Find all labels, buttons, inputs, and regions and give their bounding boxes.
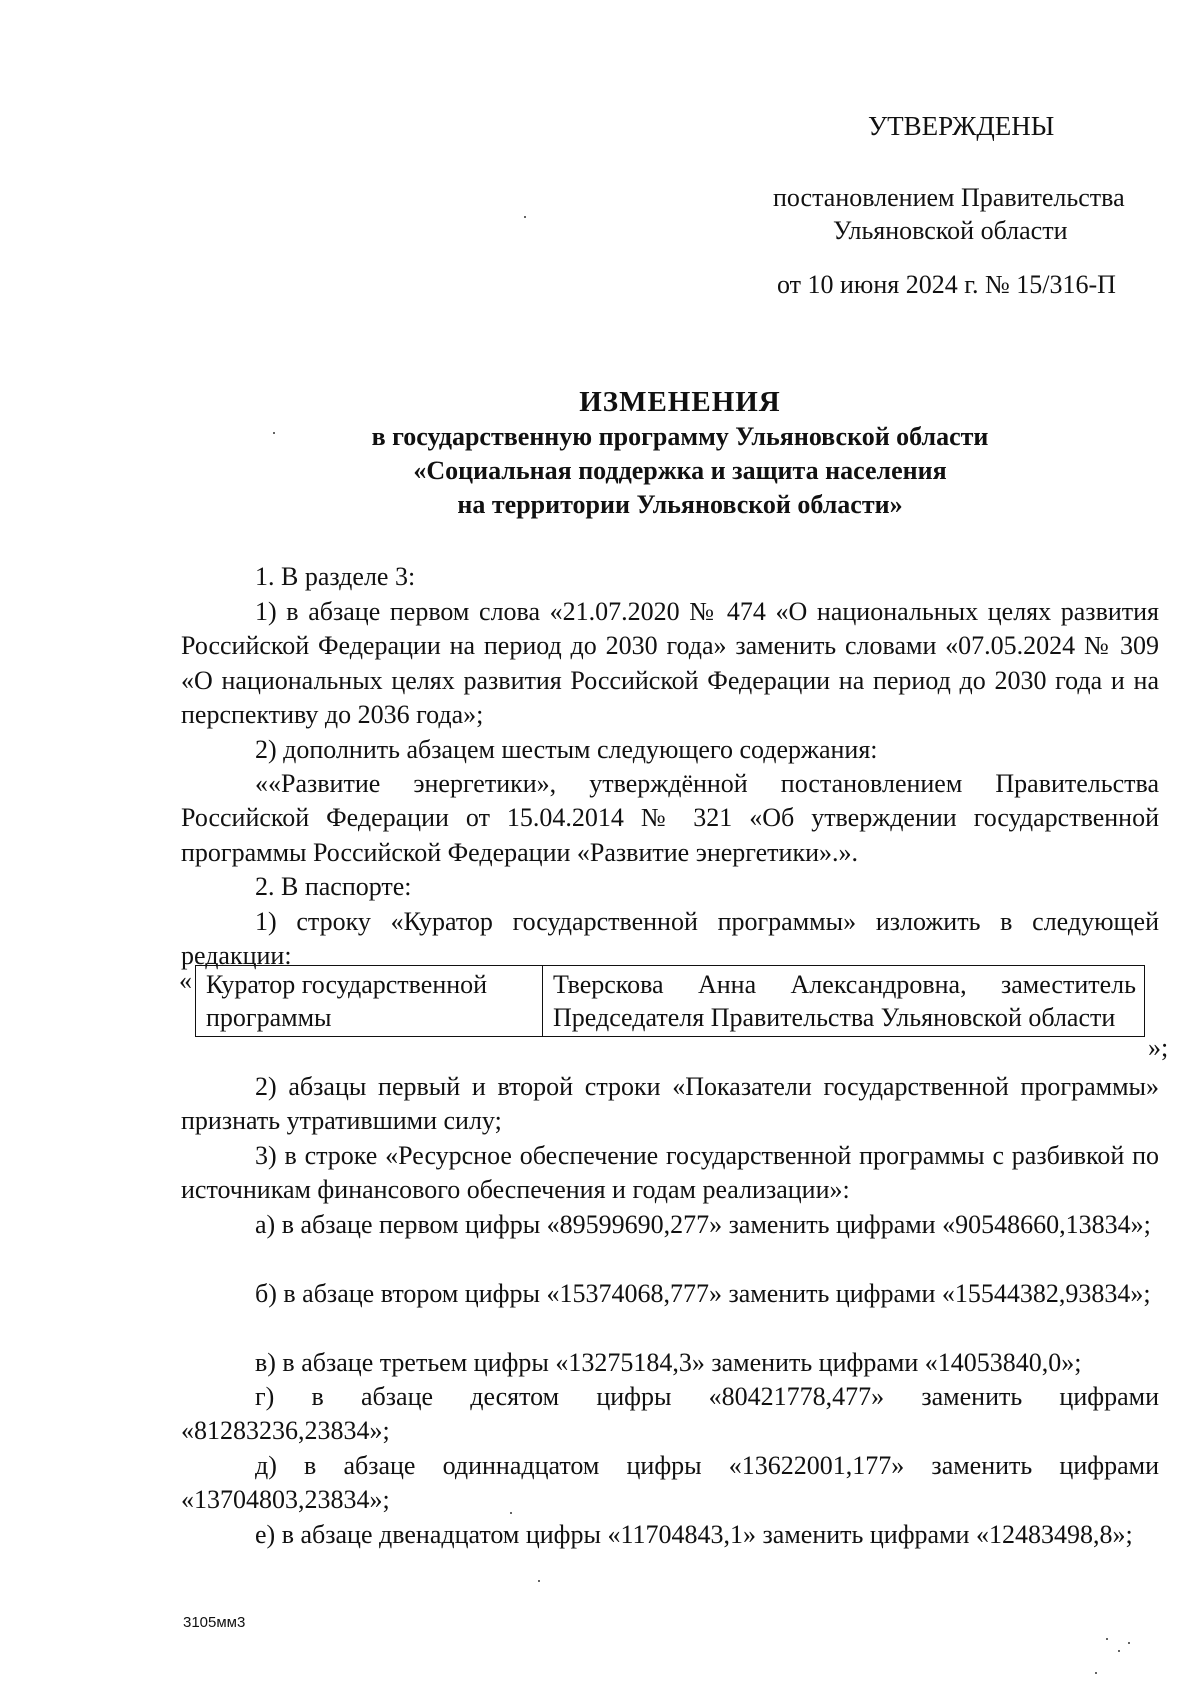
paragraph-sub-g: г) в абзаце десятом цифры «80421778,477» заменить цифрами «81283236,23834»; — [181, 1382, 1159, 1446]
table-close-quote: »; — [1148, 1033, 1169, 1062]
heading-title: ИЗМЕНЕНИЯ — [579, 386, 781, 418]
heading-line-3: на территории Ульяновской области» — [457, 490, 903, 519]
paragraph-curator-row: 1) строку «Куратор государственной программы» изложить в следующей редакции: — [181, 907, 1159, 971]
scan-speck — [538, 1580, 540, 1582]
scan-speck — [1095, 1672, 1097, 1674]
curator-value-cell: Тверскова Анна Александровна, заместитель Председателя Правительства Ульяновской области — [543, 966, 1145, 1037]
scan-speck — [524, 216, 526, 218]
paragraph-item-2: 2) дополнить абзацем шестым следующего содержания: — [255, 735, 878, 764]
paragraph-sub-v: в) в абзаце третьем цифры «13275184,3» заменить цифрами «14053840,0»; — [255, 1348, 1082, 1377]
approval-line-1: постановлением Правительства — [773, 183, 1125, 212]
approval-line-2: Ульяновской области — [833, 216, 1068, 245]
paragraph-resources: 3) в строке «Ресурсное обеспечение государственной программы с разбивкой по источникам финансового обеспечения и годам реализации»: — [181, 1141, 1159, 1205]
paragraph-item-1: 1) в абзаце первом слова «21.07.2020 № 474 «О национальных целях развития Российской Федерации на период до 2030 года» заменить словами «07.05.2024 № 309 «О национальных целях развития Российской Федерации на период до 2030 года и на перспективу до 2036 года»; — [181, 597, 1159, 730]
curator-label-cell: Куратор государственной программы — [196, 966, 543, 1037]
scan-speck — [1118, 1650, 1120, 1652]
paragraph-sub-d: д) в абзаце одиннадцатом цифры «13622001,177» заменить цифрами «13704803,23834»; — [181, 1451, 1159, 1515]
document-code: 3105мм3 — [183, 1614, 246, 1631]
heading-line-2: «Социальная поддержка и защита населения — [413, 456, 947, 485]
paragraph-quote-energy: ««Развитие энергетики», утверждённой постановлением Правительства Российской Федерации от 15.04.2014 № 321 «Об утверждении государственной программы Российской Федерации «Развитие энергетики».». — [181, 769, 1159, 867]
table-row — [196, 966, 1145, 1037]
paragraph-section-3: 1. В разделе 3: — [255, 562, 416, 591]
paragraph-passport: 2. В паспорте: — [255, 872, 412, 901]
scan-speck — [510, 1512, 512, 1514]
scan-speck — [1128, 1642, 1130, 1644]
paragraph-sub-b: б) в абзаце втором цифры «15374068,777» заменить цифрами «15544382,93834»; — [255, 1279, 1151, 1308]
approval-title: УТВЕРЖДЕНЫ — [868, 111, 1055, 141]
heading-line-1: в государственную программу Ульяновской области — [371, 422, 989, 451]
scan-speck — [273, 432, 275, 434]
paragraph-sub-a: а) в абзаце первом цифры «89599690,277» заменить цифрами «90548660,13834»; — [255, 1210, 1151, 1239]
curator-table — [195, 965, 1145, 1037]
paragraph-sub-e: е) в абзаце двенадцатом цифры «11704843,1» заменить цифрами «12483498,8»; — [255, 1520, 1133, 1549]
scan-speck — [1106, 1638, 1108, 1640]
paragraph-indicators: 2) абзацы первый и второй строки «Показатели государственной программы» признать утратившими силу; — [181, 1072, 1159, 1136]
table-open-quote: « — [179, 966, 192, 995]
document-heading — [300, 384, 1060, 522]
approval-line-3: от 10 июня 2024 г. № 15/316-П — [777, 270, 1116, 299]
